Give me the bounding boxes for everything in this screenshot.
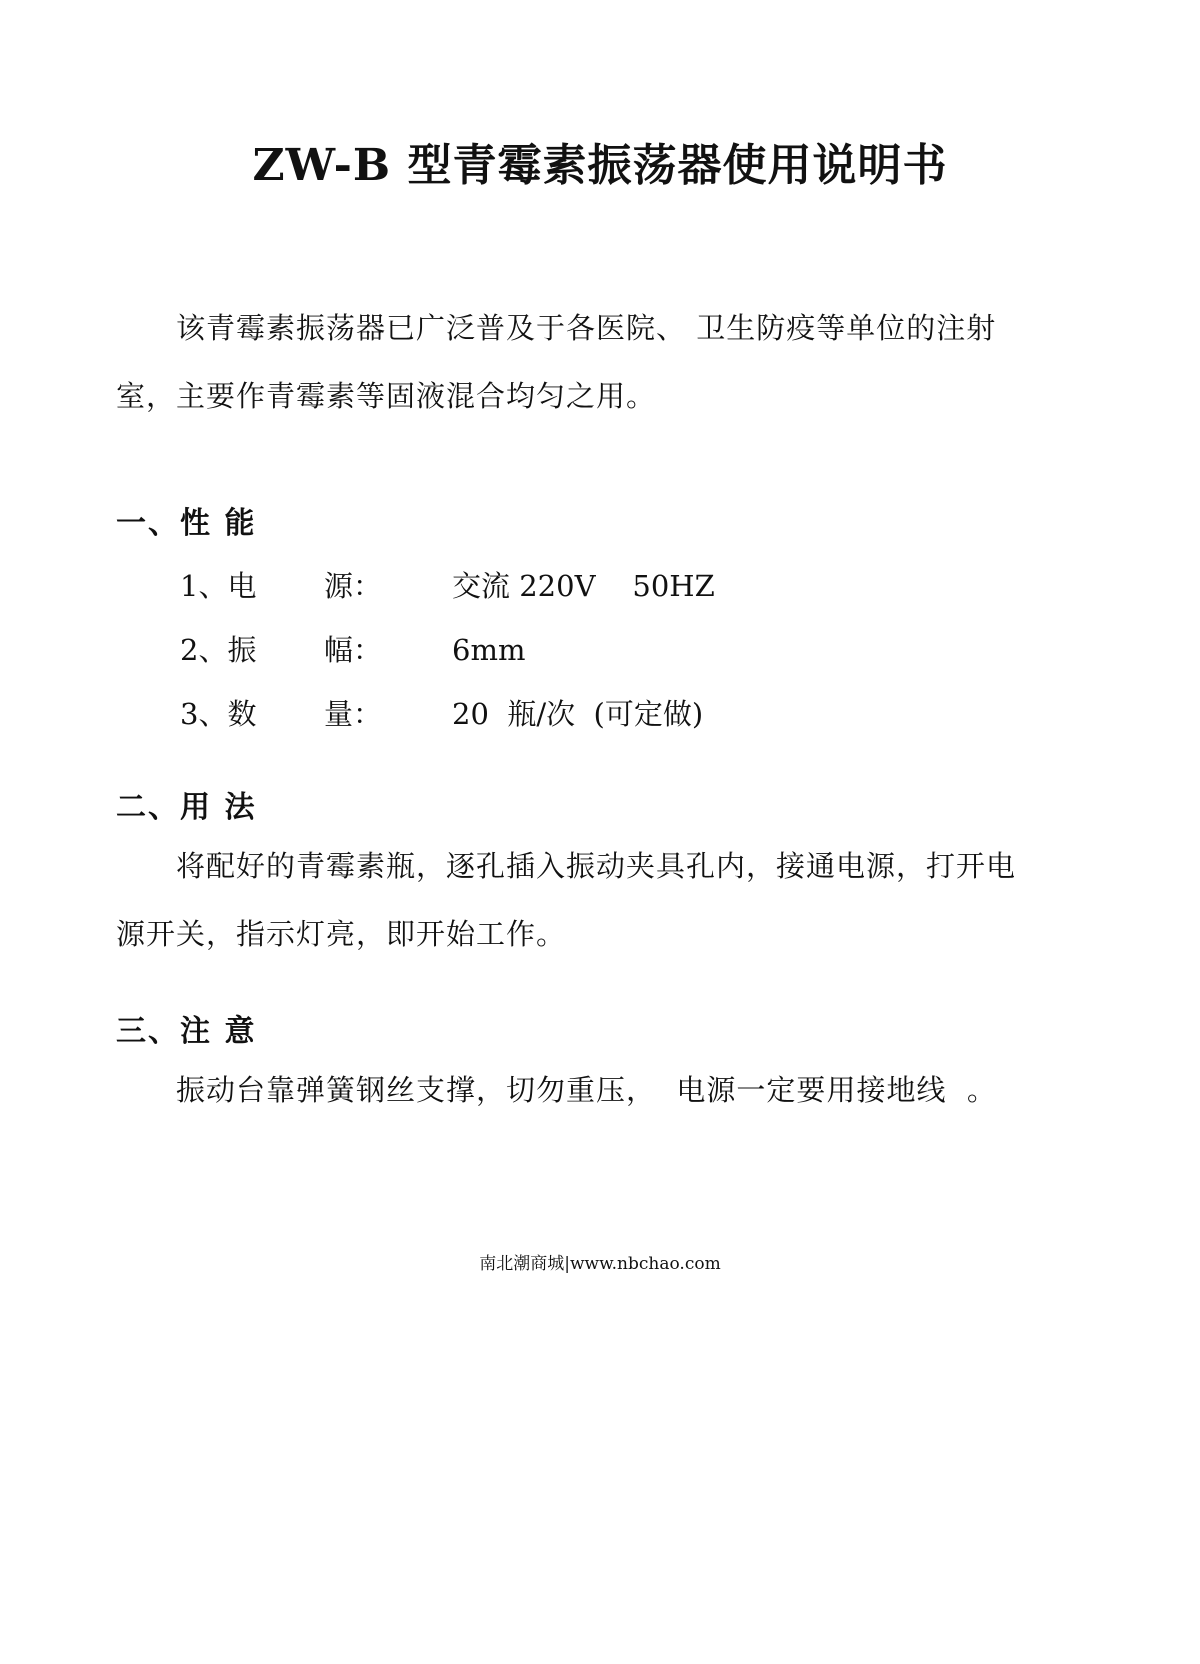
- usage-line-2: 源开关，指示灯亮，即开始工作。: [116, 917, 567, 951]
- usage-line-1: 将配好的青霉素瓶，逐孔插入振动夹具孔内，接通电源，打开电: [176, 849, 1017, 883]
- section-heading-performance: 一、性 能: [116, 506, 257, 541]
- caution-paragraph: [116, 1056, 1076, 1124]
- footer-source: 南北潮商城|www.nbchao.com: [479, 1254, 721, 1274]
- spec-label-head: 2、振: [180, 633, 257, 667]
- section-heading-caution: 三、注 意: [116, 1014, 257, 1049]
- caution-line-1: 振动台靠弹簧钢丝支撑，切勿重压， 电源一定要用接地线 。: [176, 1073, 997, 1107]
- section-heading-usage: 二、用 法: [116, 790, 257, 825]
- intro-paragraph: [116, 294, 1076, 430]
- spec-label-head: 3、数: [180, 697, 257, 731]
- intro-line-2: 室，主要作青霉素等固液混合均匀之用。: [116, 379, 657, 413]
- spec-value: 20 瓶/次 (可定做): [452, 697, 704, 731]
- spec-value: 交流 220V 50HZ: [452, 569, 715, 603]
- spec-label-head: 1、电: [180, 569, 257, 603]
- usage-paragraph: [116, 832, 1076, 968]
- spec-row-quantity: [180, 694, 980, 734]
- spec-label-tail: 源：: [324, 569, 383, 603]
- spec-row-amplitude: [180, 630, 980, 670]
- document-title: ZW-B 型青霉素振荡器使用说明书: [252, 140, 948, 191]
- spec-label-tail: 幅：: [324, 633, 383, 667]
- intro-line-1: 该青霉素振荡器已广泛普及于各医院、 卫生防疫等单位的注射: [176, 311, 997, 345]
- spec-value: 6mm: [452, 633, 526, 667]
- spec-row-power: [180, 566, 980, 606]
- spec-label-tail: 量：: [324, 697, 383, 731]
